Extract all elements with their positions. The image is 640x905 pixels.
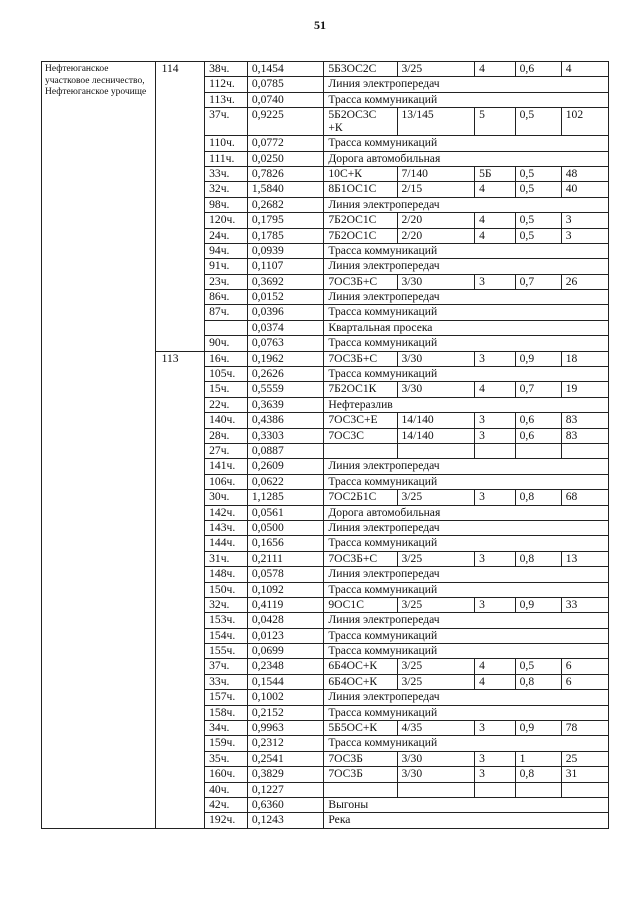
plot-area: 0,4386 <box>247 413 324 428</box>
plot-area: 0,3303 <box>247 428 324 443</box>
wood-stock: 6 <box>561 659 608 674</box>
plot-area: 0,1454 <box>247 62 324 77</box>
plot-area: 0,3829 <box>247 767 324 782</box>
age-class: 3/30 <box>397 382 475 397</box>
land-use-note: Линия электропередач <box>324 290 609 305</box>
vydel-number: 42ч. <box>205 797 248 812</box>
plot-area: 1,5840 <box>247 182 324 197</box>
plot-area: 0,2682 <box>247 197 324 212</box>
vydel-number: 30ч. <box>205 490 248 505</box>
vydel-number: 33ч. <box>205 166 248 181</box>
plot-area: 0,0763 <box>247 336 324 351</box>
age-class: 3/25 <box>397 659 475 674</box>
plot-area: 0,1962 <box>247 351 324 366</box>
vydel-number: 154ч. <box>205 628 248 643</box>
vydel-number: 143ч. <box>205 520 248 535</box>
wood-stock: 25 <box>561 751 608 766</box>
land-use-note: Квартальная просека <box>324 320 609 335</box>
stand-composition: 7ОС2Б1С <box>324 490 397 505</box>
vydel-number <box>205 320 248 335</box>
plot-area: 0,0578 <box>247 567 324 582</box>
empty-cell <box>397 443 475 458</box>
land-use-note: Линия электропередач <box>324 690 609 705</box>
vydel-number: 148ч. <box>205 567 248 582</box>
bonitet: 3 <box>475 490 516 505</box>
vydel-number: 158ч. <box>205 705 248 720</box>
stand-density: 0,7 <box>515 274 561 289</box>
land-use-note: Трасса коммуникаций <box>324 92 609 107</box>
vydel-number: 94ч. <box>205 243 248 258</box>
vydel-number: 110ч. <box>205 136 248 151</box>
land-use-note: Трасса коммуникаций <box>324 536 609 551</box>
land-use-note: Дорога автомобильная <box>324 151 609 166</box>
vydel-number: 31ч. <box>205 551 248 566</box>
plot-area: 0,0428 <box>247 613 324 628</box>
wood-stock: 83 <box>561 413 608 428</box>
plot-area: 0,2111 <box>247 551 324 566</box>
age-class: 3/25 <box>397 597 475 612</box>
plot-area: 0,9225 <box>247 108 324 136</box>
wood-stock: 18 <box>561 351 608 366</box>
age-class: 3/25 <box>397 674 475 689</box>
vydel-number: 40ч. <box>205 782 248 797</box>
empty-cell <box>397 782 475 797</box>
stand-density: 0,7 <box>515 382 561 397</box>
vydel-number: 32ч. <box>205 182 248 197</box>
land-use-note: Трасса коммуникаций <box>324 243 609 258</box>
stand-composition: 8Б1ОС1С <box>324 182 397 197</box>
wood-stock: 40 <box>561 182 608 197</box>
plot-area: 0,3692 <box>247 274 324 289</box>
land-use-note: Линия электропередач <box>324 520 609 535</box>
land-use-note: Трасса коммуникаций <box>324 582 609 597</box>
plot-area: 0,7826 <box>247 166 324 181</box>
plot-area: 1,1285 <box>247 490 324 505</box>
wood-stock: 26 <box>561 274 608 289</box>
plot-area: 0,1107 <box>247 259 324 274</box>
land-use-note: Трасса коммуникаций <box>324 705 609 720</box>
vydel-number: 113ч. <box>205 92 248 107</box>
wood-stock: 13 <box>561 551 608 566</box>
bonitet: 4 <box>475 659 516 674</box>
vydel-number: 16ч. <box>205 351 248 366</box>
stand-density: 0,5 <box>515 659 561 674</box>
vydel-number: 37ч. <box>205 659 248 674</box>
vydel-number: 24ч. <box>205 228 248 243</box>
bonitet: 3 <box>475 751 516 766</box>
age-class: 3/25 <box>397 551 475 566</box>
stand-density: 0,6 <box>515 62 561 77</box>
stand-composition: 7ОС3Б+С <box>324 351 397 366</box>
land-use-note: Трасса коммуникаций <box>324 367 609 382</box>
stand-density: 0,5 <box>515 213 561 228</box>
bonitet: 3 <box>475 597 516 612</box>
wood-stock: 3 <box>561 228 608 243</box>
wood-stock: 102 <box>561 108 608 136</box>
stand-density: 0,5 <box>515 108 561 136</box>
vydel-number: 27ч. <box>205 443 248 458</box>
land-use-note: Трасса коммуникаций <box>324 644 609 659</box>
wood-stock: 3 <box>561 213 608 228</box>
wood-stock: 48 <box>561 166 608 181</box>
vydel-number: 144ч. <box>205 536 248 551</box>
age-class: 4/35 <box>397 721 475 736</box>
stand-density: 0,8 <box>515 674 561 689</box>
land-use-note: Дорога автомобильная <box>324 505 609 520</box>
land-use-note: Линия электропередач <box>324 567 609 582</box>
vydel-number: 192ч. <box>205 813 248 828</box>
age-class: 13/145 <box>397 108 475 136</box>
plot-area: 0,0772 <box>247 136 324 151</box>
vydel-number: 120ч. <box>205 213 248 228</box>
empty-cell <box>324 782 397 797</box>
plot-area: 0,0622 <box>247 474 324 489</box>
empty-cell <box>324 443 397 458</box>
vydel-number: 22ч. <box>205 397 248 412</box>
land-use-note: Линия электропередач <box>324 459 609 474</box>
land-use-note: Нефтеразлив <box>324 397 609 412</box>
stand-density: 0,6 <box>515 413 561 428</box>
vydel-number: 37ч. <box>205 108 248 136</box>
wood-stock: 4 <box>561 62 608 77</box>
land-use-note: Линия электропередач <box>324 197 609 212</box>
stand-composition: 7ОС3С <box>324 428 397 443</box>
stand-density: 1 <box>515 751 561 766</box>
age-class: 2/20 <box>397 228 475 243</box>
empty-cell <box>475 443 516 458</box>
vydel-number: 15ч. <box>205 382 248 397</box>
vydel-number: 106ч. <box>205 474 248 489</box>
wood-stock: 83 <box>561 428 608 443</box>
stand-density: 0,8 <box>515 490 561 505</box>
forest-plot-table <box>41 61 609 829</box>
bonitet: 3 <box>475 767 516 782</box>
empty-cell <box>561 443 608 458</box>
plot-area: 0,0374 <box>247 320 324 335</box>
stand-composition: 5Б5ОС+К <box>324 721 397 736</box>
land-use-note: Река <box>324 813 609 828</box>
bonitet: 4 <box>475 182 516 197</box>
plot-area: 0,9963 <box>247 721 324 736</box>
stand-density: 0,8 <box>515 767 561 782</box>
bonitet: 3 <box>475 428 516 443</box>
empty-cell <box>561 782 608 797</box>
table-row <box>42 62 609 77</box>
vydel-number: 111ч. <box>205 151 248 166</box>
plot-area: 0,0699 <box>247 644 324 659</box>
plot-area: 0,1002 <box>247 690 324 705</box>
age-class: 2/15 <box>397 182 475 197</box>
wood-stock: 31 <box>561 767 608 782</box>
vydel-number: 98ч. <box>205 197 248 212</box>
bonitet: 3 <box>475 551 516 566</box>
wood-stock: 33 <box>561 597 608 612</box>
stand-density: 0,9 <box>515 597 561 612</box>
bonitet: 4 <box>475 228 516 243</box>
bonitet: 3 <box>475 351 516 366</box>
stand-composition: 6Б4ОС+К <box>324 674 397 689</box>
land-use-note: Трасса коммуникаций <box>324 474 609 489</box>
plot-area: 0,1092 <box>247 582 324 597</box>
vydel-number: 159ч. <box>205 736 248 751</box>
plot-area: 0,4119 <box>247 597 324 612</box>
stand-composition: 7ОС3Б <box>324 751 397 766</box>
stand-composition: 5Б3ОС2С <box>324 62 397 77</box>
plot-area: 0,0939 <box>247 243 324 258</box>
stand-density: 0,6 <box>515 428 561 443</box>
plot-area: 0,5559 <box>247 382 324 397</box>
land-use-note: Выгоны <box>324 797 609 812</box>
stand-composition: 7Б2ОС1К <box>324 382 397 397</box>
stand-composition: 7ОС3С+Е <box>324 413 397 428</box>
stand-composition: 7ОС3Б+С <box>324 551 397 566</box>
vydel-number: 153ч. <box>205 613 248 628</box>
stand-density: 0,9 <box>515 351 561 366</box>
vydel-number: 141ч. <box>205 459 248 474</box>
empty-cell <box>515 443 561 458</box>
land-use-note: Линия электропередач <box>324 613 609 628</box>
plot-area: 0,3639 <box>247 397 324 412</box>
plot-area: 0,2312 <box>247 736 324 751</box>
age-class: 14/140 <box>397 413 475 428</box>
plot-area: 0,2541 <box>247 751 324 766</box>
empty-cell <box>515 782 561 797</box>
stand-density: 0,5 <box>515 182 561 197</box>
vydel-number: 140ч. <box>205 413 248 428</box>
stand-composition: 7ОС3Б+С <box>324 274 397 289</box>
vydel-number: 91ч. <box>205 259 248 274</box>
vydel-number: 34ч. <box>205 721 248 736</box>
vydel-number: 155ч. <box>205 644 248 659</box>
vydel-number: 35ч. <box>205 751 248 766</box>
stand-composition: 7Б2ОС1С <box>324 213 397 228</box>
bonitet: 4 <box>475 382 516 397</box>
wood-stock: 78 <box>561 721 608 736</box>
plot-area: 0,0250 <box>247 151 324 166</box>
bonitet: 5Б <box>475 166 516 181</box>
bonitet: 3 <box>475 413 516 428</box>
empty-cell <box>475 782 516 797</box>
land-use-note: Линия электропередач <box>324 259 609 274</box>
stand-composition: 9ОС1С <box>324 597 397 612</box>
stand-composition: 5Б2ОС3С +К <box>324 108 397 136</box>
plot-area: 0,2152 <box>247 705 324 720</box>
land-use-note: Трасса коммуникаций <box>324 336 609 351</box>
plot-area: 0,0740 <box>247 92 324 107</box>
vydel-number: 112ч. <box>205 77 248 92</box>
plot-area: 0,1227 <box>247 782 324 797</box>
stand-composition: 7ОС3Б <box>324 767 397 782</box>
bonitet: 3 <box>475 274 516 289</box>
page-number: 51 <box>314 18 326 32</box>
plot-area: 0,0561 <box>247 505 324 520</box>
vydel-number: 33ч. <box>205 674 248 689</box>
vydel-number: 157ч. <box>205 690 248 705</box>
land-use-note: Трасса коммуникаций <box>324 736 609 751</box>
vydel-number: 87ч. <box>205 305 248 320</box>
stand-density: 0,5 <box>515 166 561 181</box>
age-class: 7/140 <box>397 166 475 181</box>
stand-composition: 10С+К <box>324 166 397 181</box>
age-class: 2/20 <box>397 213 475 228</box>
land-use-note: Трасса коммуникаций <box>324 305 609 320</box>
vydel-number: 32ч. <box>205 597 248 612</box>
age-class: 3/30 <box>397 274 475 289</box>
stand-composition: 6Б4ОС+К <box>324 659 397 674</box>
plot-area: 0,0887 <box>247 443 324 458</box>
age-class: 3/30 <box>397 751 475 766</box>
plot-area: 0,2626 <box>247 367 324 382</box>
plot-area: 0,0152 <box>247 290 324 305</box>
land-use-note: Трасса коммуникаций <box>324 628 609 643</box>
plot-area: 0,2348 <box>247 659 324 674</box>
age-class: 3/25 <box>397 62 475 77</box>
age-class: 3/30 <box>397 767 475 782</box>
plot-area: 0,0396 <box>247 305 324 320</box>
vydel-number: 38ч. <box>205 62 248 77</box>
vydel-number: 90ч. <box>205 336 248 351</box>
vydel-number: 142ч. <box>205 505 248 520</box>
bonitet: 4 <box>475 62 516 77</box>
plot-area: 0,2609 <box>247 459 324 474</box>
plot-area: 0,1243 <box>247 813 324 828</box>
vydel-number: 105ч. <box>205 367 248 382</box>
bonitet: 5 <box>475 108 516 136</box>
bonitet: 3 <box>475 721 516 736</box>
land-use-note: Линия электропередач <box>324 77 609 92</box>
wood-stock: 19 <box>561 382 608 397</box>
vydel-number: 86ч. <box>205 290 248 305</box>
vydel-number: 28ч. <box>205 428 248 443</box>
kvartal-number: 114 <box>155 62 205 352</box>
plot-area: 0,6360 <box>247 797 324 812</box>
kvartal-number: 113 <box>155 351 205 828</box>
plot-area: 0,0123 <box>247 628 324 643</box>
wood-stock: 68 <box>561 490 608 505</box>
vydel-number: 23ч. <box>205 274 248 289</box>
stand-density: 0,9 <box>515 721 561 736</box>
stand-density: 0,5 <box>515 228 561 243</box>
age-class: 3/30 <box>397 351 475 366</box>
bonitet: 4 <box>475 213 516 228</box>
plot-area: 0,1544 <box>247 674 324 689</box>
bonitet: 4 <box>475 674 516 689</box>
age-class: 3/25 <box>397 490 475 505</box>
age-class: 14/140 <box>397 428 475 443</box>
plot-area: 0,0500 <box>247 520 324 535</box>
stand-density: 0,8 <box>515 551 561 566</box>
plot-area: 0,1785 <box>247 228 324 243</box>
plot-area: 0,1656 <box>247 536 324 551</box>
vydel-number: 160ч. <box>205 767 248 782</box>
plot-area: 0,0785 <box>247 77 324 92</box>
stand-composition: 7Б2ОС1С <box>324 228 397 243</box>
land-use-note: Трасса коммуникаций <box>324 136 609 151</box>
vydel-number: 150ч. <box>205 582 248 597</box>
wood-stock: 6 <box>561 674 608 689</box>
plot-area: 0,1795 <box>247 213 324 228</box>
forestry-area-name: Нефтеюганское участковое лесничество, Нефтеюганское урочище <box>42 62 156 829</box>
